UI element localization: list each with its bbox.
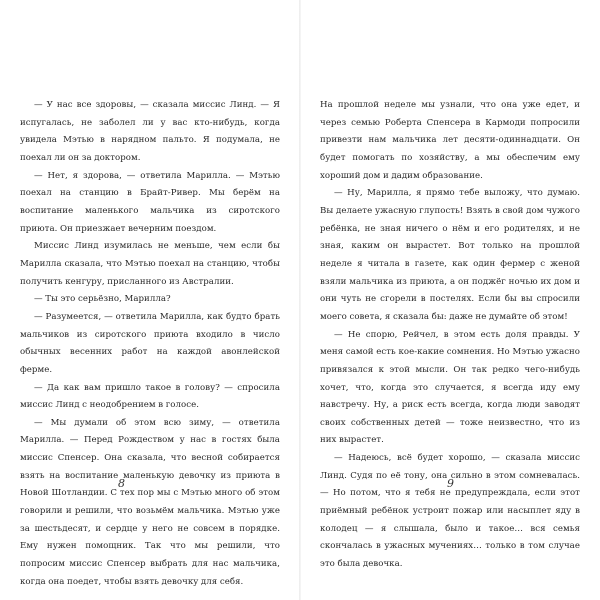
page-number-left: 8	[118, 477, 125, 490]
paragraph: — Ну, Марилла, я прямо тебе выложу, что думаю. Вы делаете ужасную глупость! Взять в свой дом чужого ребёнка, не зная ничего о нём и его родителях, и не зная, каким он вырастет. Вот только на прошлой неделе я читала в газете, как один фермер с женой взяли мальчика из приюта, а он поджёг ночью их дом и они чуть не сгорели в постелях. Если бы вы спросили моего совета, я сказала бы: даже не думайте об этом!	[320, 188, 580, 322]
page-number-right: 9	[447, 477, 454, 490]
paragraph: — Надеюсь, всё будет хорошо, — сказала миссис Линд. Судя по её тону, она сильно в этом сомневалась. — Но потом, что я тебя не предупреждала, если этот приёмный ребёнок устроит пожар или насыплет яду в колодец — я слышала, было и такое… вся семья скончалась в ужасных мучениях… только в том случае это была девочка.	[320, 453, 580, 570]
paragraph: — Разумеется, — ответила Марилла, как будто брать мальчиков из сиротского приюта входило в число обычных весенних работ на каждой авонлейской ферме.	[20, 311, 280, 375]
book-gutter	[299, 0, 301, 600]
paragraph: — Нет, я здорова, — ответила Марилла. — Мэтью поехал на станцию в Брайт-Ривер. Мы берём на воспитание маленького мальчика из сиротского приюта. Он приезжает вечерним поездом.	[20, 170, 280, 234]
paragraph: — У нас все здоровы, — сказала миссис Линд. — Я испугалась, не заболел ли у вас кто-нибудь, когда увидела Мэтью в нарядном пальто. Я подумала, не поехал ли он за доктором.	[20, 100, 280, 163]
paragraph: Миссис Линд изумилась не меньше, чем если бы Марилла сказала, что Мэтью поехал на станцию, чтобы получить кенгуру, присланного из Австралии.	[20, 241, 280, 287]
paragraph: На прошлой неделе мы узнали, что она уже едет, и через семью Роберта Спенсера в Кармоди попросили привезти нам мальчика лет десяти-одиннадцати. Он будет помогать по хозяйству, а мы обеспечим ему хороший дом и дадим образование.	[320, 100, 580, 181]
left-page-text	[20, 97, 280, 591]
paragraph: — Ты это серьёзно, Марилла?	[34, 294, 171, 305]
paragraph: — Да как вам пришло такое в голову? — спросила миссис Линд с неодобрением в голосе.	[20, 382, 280, 411]
paragraph: — Мы думали об этом всю зиму, — ответила Марилла. — Перед Рождеством у нас в гостях была миссис Спенсер. Она сказала, что весной собирается взять на воспитание маленькую девочку из приюта в Новой Шотландии. С тех пор мы с Мэтью много об этом говорили и решили, что возьмём мальчика. Мэтью уже за шестьдесят, и сердце у него не совсем в порядке. Ему нужен помощник. Так что мы решили, что попросим миссис Спенсер выбрать для нас мальчика, когда она поедет, чтобы взять девочку для себя.	[20, 417, 280, 587]
right-page-text	[320, 97, 580, 574]
paragraph: — Не спорю, Рейчел, в этом есть доля правды. У меня самой есть кое-какие сомнения. Но Мэтью ужасно привязался к этой мысли. Он так редко чего-нибудь хочет, что, когда это случается, я всегда иду ему навстречу. Ну, а риск есть всегда, когда люди заводят своих собственных детей — тоже неизвестно, что из них вырастет.	[320, 329, 580, 446]
